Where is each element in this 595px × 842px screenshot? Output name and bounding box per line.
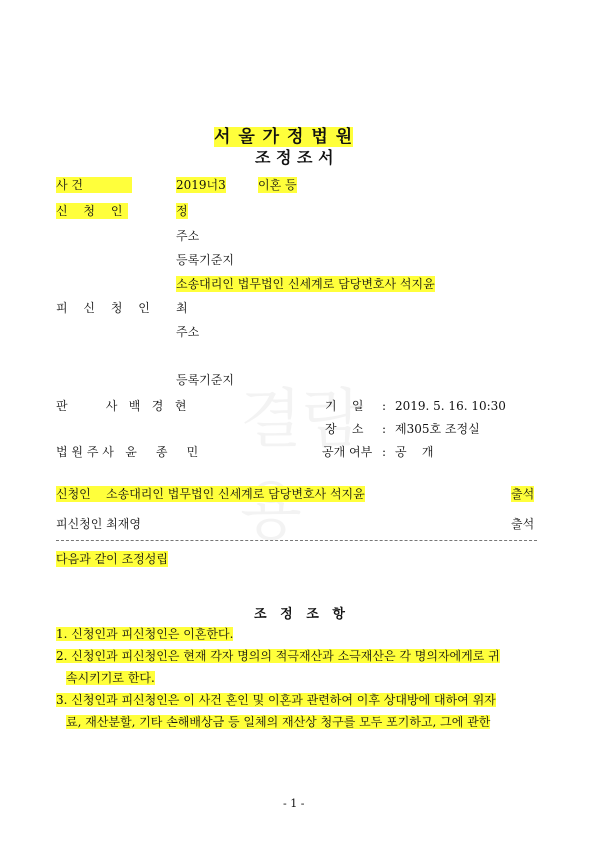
plaintiff-label: 신 청 인 (56, 204, 129, 218)
attendance-plaintiff-status: 출석 (511, 487, 535, 501)
place-value: 제305호 조정실 (395, 422, 480, 436)
public-value: 공 개 (395, 445, 434, 459)
attendance-defendant: 피신청인 최재영 (56, 517, 141, 531)
public-label: 공개 여부 (322, 445, 373, 459)
date-value: 2019. 5. 16. 10:30 (395, 399, 506, 413)
page-number: - 1 - (283, 797, 305, 810)
term-item: 3. 신청인과 피신청인은 이 사건 혼인 및 이혼과 관련하여 이후 상대방에 대하여 위자 (56, 693, 496, 707)
term-item: 2. 신청인과 피신청인은 현재 각자 명의의 적극재산과 소극재산은 각 명의자에게로 귀 (56, 649, 500, 663)
defendant-label: 피 신 청 인 (56, 301, 156, 315)
terms-list (56, 623, 540, 733)
plaintiff-name: 정 (176, 204, 188, 218)
plaintiff-attorney: 소송대리인 법무법인 신세계로 담당변호사 석지윤 (176, 277, 435, 291)
attendance-defendant-status: 출석 (511, 517, 535, 531)
judge-label: 판 사 백 경 현 (56, 399, 187, 413)
terms-title: 조 정 조 항 (254, 607, 345, 622)
plaintiff-registry-label: 등록기준지 (176, 253, 234, 267)
case-number: 2019너3 (176, 178, 226, 192)
case-label: 사 건 (56, 177, 132, 193)
clerk-label: 법 원 주 사 윤 종 민 (56, 445, 199, 459)
case-name: 이혼 등 (258, 178, 297, 192)
defendant-address-label: 주소 (176, 325, 200, 339)
place-label: 장 소 (325, 422, 364, 436)
date-colon: : (382, 399, 387, 413)
date-label: 기 일 (325, 399, 364, 413)
attendance-plaintiff: 신청인 소송대리인 법무법인 신세계로 담당변호사 석지윤 (56, 487, 365, 501)
defendant-name: 최 (176, 301, 188, 315)
public-colon: : (382, 445, 387, 459)
term-continuation: 료, 재산분할, 기타 손해배상금 등 일체의 재산상 청구를 모두 포기하고, 그에 관한 (66, 715, 491, 729)
document-title: 조 정 조 서 (255, 148, 334, 167)
defendant-registry-label: 등록기준지 (176, 373, 234, 387)
term-continuation: 속시키기로 한다. (66, 671, 155, 685)
plaintiff-address-label: 주소 (176, 229, 200, 243)
term-item: 1. 신청인과 피신청인은 이혼한다. (56, 627, 234, 641)
divider (56, 540, 537, 541)
court-name: 서 울 가 정 법 원 (214, 127, 354, 147)
place-colon: : (382, 422, 387, 436)
result-text: 다음과 같이 조정성립 (56, 552, 168, 566)
